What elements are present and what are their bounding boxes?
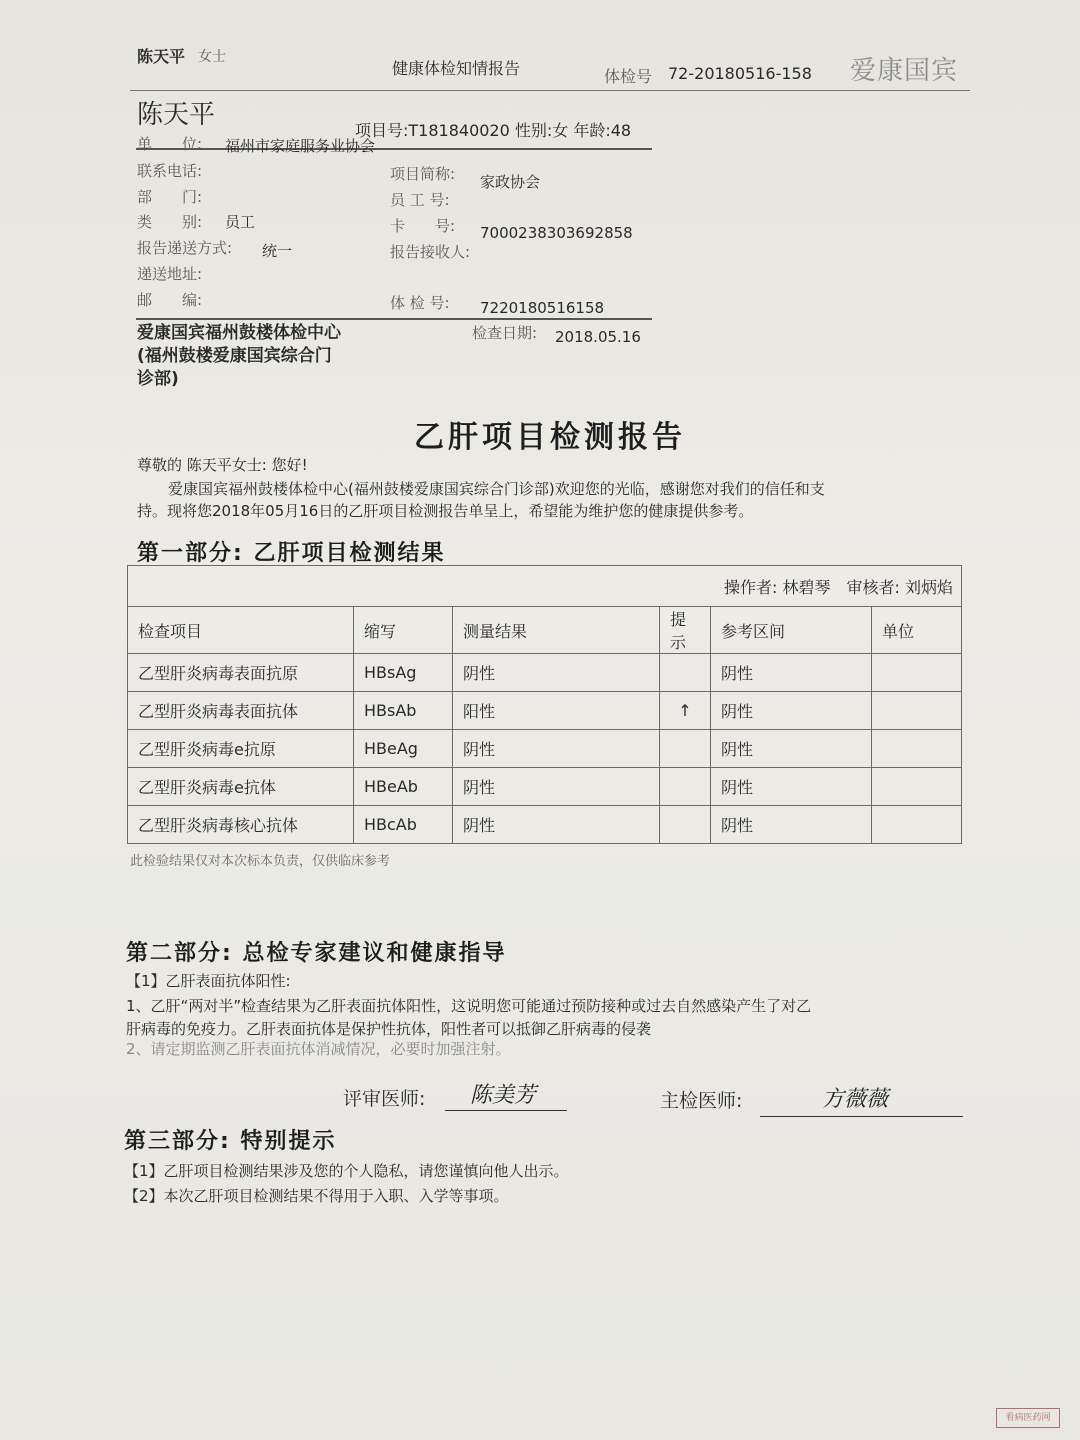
col-header-reference: 参考区间 bbox=[711, 607, 872, 654]
address-label: 递送地址: bbox=[137, 265, 203, 283]
table-row bbox=[128, 730, 962, 768]
chief-signature-line bbox=[760, 1116, 963, 1117]
unit-label: 单 位: bbox=[137, 135, 203, 153]
patient-rule bbox=[136, 148, 652, 150]
col-header-result: 测量结果 bbox=[453, 607, 660, 654]
cell-reference: 阴性 bbox=[711, 730, 872, 768]
exam-label: 体 检 号: bbox=[390, 294, 450, 312]
patient-name: 陈天平 bbox=[137, 100, 216, 130]
cell-result: 阴性 bbox=[453, 730, 660, 768]
employee-label: 员 工 号: bbox=[390, 191, 450, 209]
cell-abbr: HBeAb bbox=[354, 768, 453, 806]
cell-abbr: HBeAg bbox=[354, 730, 453, 768]
postcode-label: 邮 编: bbox=[137, 291, 203, 309]
reviewer-signature: 陈美芳 bbox=[470, 1083, 537, 1108]
cell-unit bbox=[872, 768, 962, 806]
cell-reference: 阴性 bbox=[711, 768, 872, 806]
part2-item-head: 【1】乙肝表面抗体阳性: bbox=[126, 972, 291, 990]
project-abbr-value: 家政协会 bbox=[480, 173, 541, 191]
center-line2: (福州鼓楼爱康国宾综合门 bbox=[137, 346, 332, 366]
category-label: 类 别: bbox=[137, 213, 203, 231]
table-row bbox=[128, 654, 962, 692]
center-line1: 爱康国宾福州鼓楼体检中心 bbox=[137, 323, 341, 343]
part3-title: 第三部分: 特别提示 bbox=[124, 1129, 337, 1154]
watermark-stamp: 看病医药网 bbox=[996, 1408, 1060, 1428]
intro-line2: 持。现将您2018年05月16日的乙肝项目检测报告单呈上，希望能为维护您的健康提供参考。 bbox=[137, 502, 754, 520]
cell-unit bbox=[872, 730, 962, 768]
card-label: 卡 号: bbox=[390, 217, 456, 235]
chief-signature: 方薇薇 bbox=[822, 1087, 889, 1112]
part2-line2: 肝病毒的免疫力。乙肝表面抗体是保护性抗体，阳性者可以抵御乙肝病毒的侵袭 bbox=[126, 1020, 652, 1038]
brand-logo-text: 爱康国宾 bbox=[850, 56, 959, 86]
cell-result: 阴性 bbox=[453, 806, 660, 844]
results-table bbox=[127, 565, 962, 844]
cell-hint bbox=[660, 730, 711, 768]
header-divider bbox=[130, 90, 970, 91]
intro-line1: 爱康国宾福州鼓楼体检中心(福州鼓楼爱康国宾综合门诊部)欢迎您的光临，感谢您对我们的信任和支 bbox=[168, 480, 825, 498]
delivery-value: 统一 bbox=[262, 242, 293, 260]
patient-project-line: 项目号:T181840020 性别:女 年龄:48 bbox=[355, 121, 632, 140]
cell-hint bbox=[660, 654, 711, 692]
cell-unit bbox=[872, 806, 962, 844]
cell-reference: 阴性 bbox=[711, 806, 872, 844]
project-abbr-label: 项目简称: bbox=[390, 165, 456, 183]
results-footnote: 此检验结果仅对本次标本负责，仅供临床参考 bbox=[130, 854, 391, 869]
cell-unit bbox=[872, 692, 962, 730]
header-doc-title: 健康体检知情报告 bbox=[392, 59, 521, 78]
reviewer-label: 评审医师: bbox=[343, 1088, 426, 1110]
cell-item: 乙型肝炎病毒e抗体 bbox=[128, 768, 354, 806]
part3-tip2: 【2】本次乙肝项目检测结果不得用于入职、入学等事项。 bbox=[124, 1187, 509, 1205]
unit-value: 福州市家庭服务业协会 bbox=[225, 137, 376, 155]
part2-line3: 2、请定期监测乙肝表面抗体消减情况，必要时加强注射。 bbox=[126, 1040, 511, 1058]
category-value: 员工 bbox=[225, 213, 256, 231]
date-value: 2018.05.16 bbox=[555, 328, 641, 346]
table-row bbox=[128, 768, 962, 806]
cell-hint bbox=[660, 806, 711, 844]
cell-abbr: HBsAg bbox=[354, 654, 453, 692]
cell-reference: 阴性 bbox=[711, 692, 872, 730]
header-patient-title: 女士 bbox=[198, 49, 226, 65]
card-value: 7000238303692858 bbox=[480, 224, 633, 242]
phone-label: 联系电话: bbox=[137, 162, 203, 180]
header-patient-name: 陈天平 bbox=[137, 47, 186, 66]
report-title: 乙肝项目检测报告 bbox=[414, 420, 686, 455]
receiver-label: 报告接收人: bbox=[390, 243, 471, 261]
exam-value: 7220180516158 bbox=[480, 299, 605, 317]
center-line3: 诊部) bbox=[137, 369, 179, 389]
col-header-item: 检查项目 bbox=[128, 607, 354, 654]
results-operators: 操作者: 林碧琴 审核者: 刘炳焰 bbox=[128, 566, 962, 607]
reviewer-signature-line bbox=[445, 1110, 567, 1111]
greeting: 尊敬的 陈天平女士: 您好! bbox=[137, 456, 308, 474]
chief-label: 主检医师: bbox=[660, 1090, 743, 1112]
cell-reference: 阴性 bbox=[711, 654, 872, 692]
part2-line1: 1、乙肝“两对半”检查结果为乙肝表面抗体阳性，这说明您可能通过预防接种或过去自然感染产生了对乙 bbox=[126, 997, 812, 1015]
col-header-abbr: 缩写 bbox=[354, 607, 453, 654]
header-exam-no-label: 体检号 bbox=[604, 67, 653, 86]
part1-title: 第一部分: 乙肝项目检测结果 bbox=[137, 541, 446, 566]
cell-hint: ↑ bbox=[660, 692, 711, 730]
cell-item: 乙型肝炎病毒e抗原 bbox=[128, 730, 354, 768]
results-operators-row bbox=[128, 566, 962, 607]
cell-abbr: HBsAb bbox=[354, 692, 453, 730]
col-header-unit: 单位 bbox=[872, 607, 962, 654]
results-header-row bbox=[128, 607, 962, 654]
header-exam-no: 72-20180516-158 bbox=[668, 64, 812, 83]
dept-label: 部 门: bbox=[137, 188, 203, 206]
cell-result: 阴性 bbox=[453, 654, 660, 692]
cell-abbr: HBcAb bbox=[354, 806, 453, 844]
cell-item: 乙型肝炎病毒表面抗体 bbox=[128, 692, 354, 730]
col-header-hint: 提示 bbox=[660, 607, 711, 654]
part3-tip1: 【1】乙肝项目检测结果涉及您的个人隐私，请您谨慎向他人出示。 bbox=[124, 1162, 569, 1180]
cell-item: 乙型肝炎病毒核心抗体 bbox=[128, 806, 354, 844]
cell-result: 阴性 bbox=[453, 768, 660, 806]
part2-title: 第二部分: 总检专家建议和健康指导 bbox=[126, 941, 507, 966]
table-row bbox=[128, 806, 962, 844]
cell-item: 乙型肝炎病毒表面抗原 bbox=[128, 654, 354, 692]
cell-unit bbox=[872, 654, 962, 692]
cell-hint bbox=[660, 768, 711, 806]
delivery-label: 报告递送方式: bbox=[137, 239, 233, 257]
date-label: 检查日期: bbox=[472, 324, 538, 342]
cell-result: 阳性 bbox=[453, 692, 660, 730]
table-row bbox=[128, 692, 962, 730]
